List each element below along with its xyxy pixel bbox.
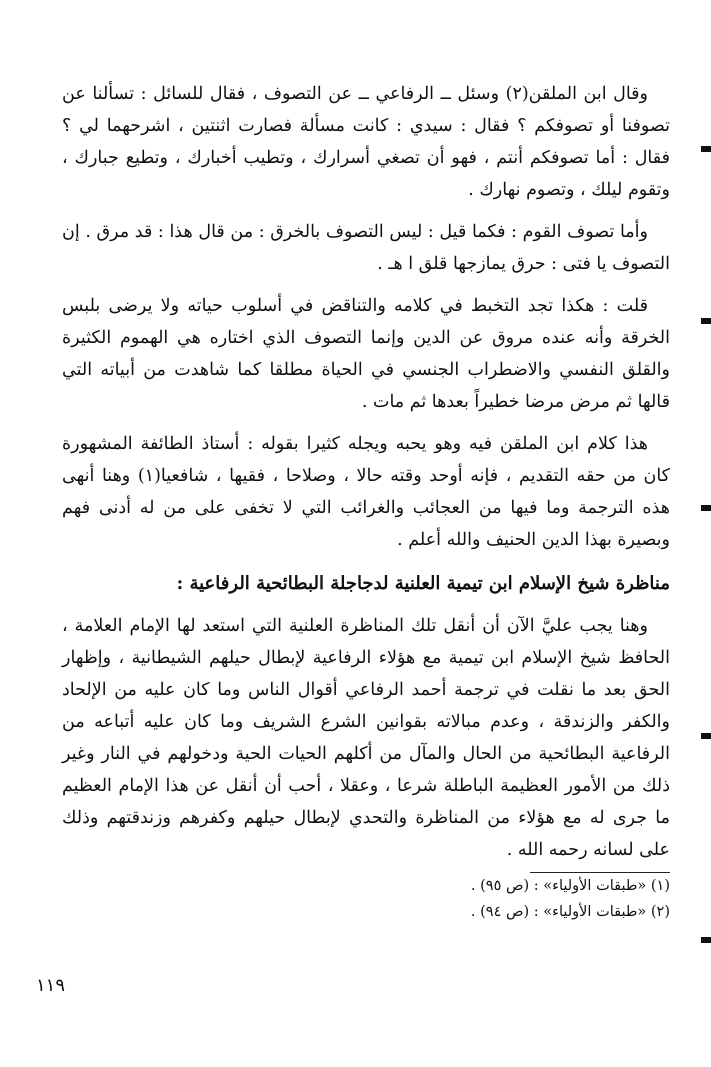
paragraph-debate-intro: وهنا يجب عليَّ الآن أن أنقل تلك المناظرة العلنية التي استعد لها الإمام العلامة ، الحافظ شيخ الإسلام ابن تيمية مع هؤلاء الرفاعية لإبطال حيلهم الشيطانية ، وإظهار الحق بعد ما نقلت في ترجمة أحمد الرفاعي أقوال الناس وما كان عليه من الإلحاد والكفر والزندقة ، وعدم مبالاته بقوانين الشرع الشريف وما كان عليه أتباعه من الرفاعية البطائحية من الحال والمآل من أكلهم الحيات الحية ودخولهم في النار وغير ذلك من الأمور العظيمة الباطلة شرعا ، وعقلا ، أحب أن أنقل عن هذا الإمام العظيم ما جرى له مع هؤلاء من المناظرة والتحدي لإبطال حيلهم وكفرهم وزندقتهم وذلك على لسانه رحمه الله .: [62, 616, 670, 860]
margin-mark: [701, 733, 711, 739]
paragraph-ibn-mulaqqin-praise: هذا كلام ابن الملقن فيه وهو يحبه ويجله كثيرا بقوله : أستاذ الطائفة المشهورة كان من حقه التقديم ، فإنه أوحد وقته حالا ، وصلاحا ، فقيها ، شافعيا(١) وهنا أنهى هذه الترجمة وما فيها من العجائب والغرائب التي لا تخفى على من له أدنى فهم وبصيرة بهذا الدين الحنيف والله أعلم .: [62, 434, 670, 550]
page-body: [62, 78, 670, 925]
paragraph-author-comment: قلت : هكذا تجد التخبط في كلامه والتناقض في أسلوب حياته ولا يرضى بلبس الخرقة وأنه عنده مروق عن الدين وإنما التصوف الذي اختاره هي الهموم الكثيرة والقلق النفسي والاضطراب الجنسي في الحياة مطلقا كما شاهدت من أبياته التي قالها ثم مرض مرضا خطيراً بعدها ثم مات .: [62, 296, 670, 412]
section-heading: مناظرة شيخ الإسلام ابن تيمية العلنية لدجاجلة البطائحية الرفاعية :: [176, 573, 670, 594]
margin-mark: [701, 146, 711, 152]
margin-mark: [701, 505, 711, 511]
paragraph-ibn-mulaqqin-quote: وقال ابن الملقن(٢) وسئل ــ الرفاعي ــ عن التصوف ، فقال للسائل : تسألنا عن تصوفنا أو تصوفكم ؟ فقال : سيدي : كانت مسألة فصارت اثنتين ، اشرحهما لي ؟ فقال : أما تصوفكم أنتم ، فهو أن تصغي أسرارك ، وتطيب أخبارك ، وتطيع جبارك ، وتقوم ليلك ، وتصوم نهارك .: [62, 84, 670, 200]
page-number: ١١٩: [36, 975, 66, 996]
paragraph-tasawwuf-al-qawm: وأما تصوف القوم : فكما قيل : ليس التصوف بالخرق : من قال هذا : قد مرق . إن التصوف يا فتى : حرق يمازجها قلق ا هـ .: [62, 222, 670, 274]
margin-mark: [701, 937, 711, 943]
footnote-1: (١) «طبقات الأولياء» : (ص ٩٥) .: [470, 878, 670, 894]
margin-mark: [701, 318, 711, 324]
footnote-2: (٢) «طبقات الأولياء» : (ص ٩٤) .: [470, 904, 670, 920]
